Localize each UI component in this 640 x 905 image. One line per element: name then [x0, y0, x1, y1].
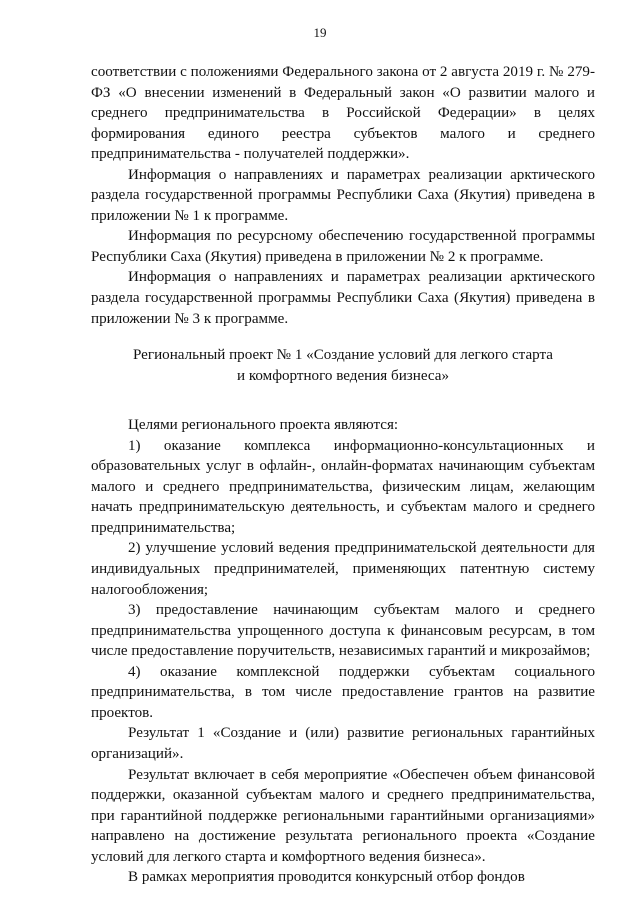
list-item-goal-3: 3) предоставление начинающим субъектам малого и среднего предпринимательства упрощенного доступа к финансовым ресурсам, в том числе предоставление поручительств, независимых гарантий и микрозаймов; [91, 602, 595, 660]
paragraph-arctic-section-appendix-1: Информация о направлениях и параметрах реализации арктического раздела государственной программы Республики Саха (Якутия) приведена в приложении № 1 к программе. [91, 166, 595, 224]
list-item-goal-2: 2) улучшение условий ведения предпринимательской деятельности для индивидуальных предпринимателей, применяющих патентную систему налогообложения; [91, 540, 595, 598]
paragraph-result-1: Результат 1 «Создание и (или) развитие региональных гарантийных организаций». [91, 725, 595, 762]
section-heading-line-2: и комфортного ведения бизнеса» [236, 367, 450, 384]
document-body [91, 62, 595, 888]
paragraph-goals-intro: Целями регионального проекта являются: [128, 417, 399, 434]
paragraph-competitive-selection: В рамках мероприятия проводится конкурсный отбор фондов [128, 869, 525, 886]
paragraph-continuation: соответствии с положениями Федерального закона от 2 августа 2019 г. № 279-ФЗ «О внесении изменений в Федеральный закон «О развитии малого и среднего предпринимательства в Российской Федерации» в целях формирования единого реестра субъектов малого и среднего предпринимательства - получателей поддержки». [91, 64, 595, 163]
paragraph-resource-appendix-2: Информация по ресурсному обеспечению государственной программы Республики Саха (Якутия) приведена в приложении № 2 к программе. [91, 228, 595, 265]
paragraph-result-description: Результат включает в себя мероприятие «Обеспечен объем финансовой поддержки, оказанной субъектам малого и среднего предпринимательства, при гарантийной поддержке региональными гарантийными организациями» направлено на достижение результата регионального проекта «Создание условий для легкого старта и комфортного ведения бизнеса». [91, 766, 595, 865]
paragraph-arctic-section-appendix-3: Информация о направлениях и параметрах реализации арктического раздела государственной программы Республики Саха (Якутия) приведена в приложении № 3 к программе. [91, 269, 595, 327]
list-item-goal-4: 4) оказание комплексной поддержки субъектам социального предпринимательства, в том числе предоставление грантов на развитие проектов. [91, 663, 595, 721]
section-heading-line-1: Региональный проект № 1 «Создание условий для легкого старта [132, 347, 553, 364]
section-heading [91, 345, 595, 386]
list-item-goal-1: 1) оказание комплекса информационно-консультационных и образовательных услуг в офлайн-, онлайн-форматах начинающим субъектам малого и среднего предпринимательства, физическим лицам, желающим начать предпринимательскую деятельность, и субъектам малого и среднего предпринимательства; [91, 437, 595, 536]
page-number: 19 [313, 25, 327, 40]
